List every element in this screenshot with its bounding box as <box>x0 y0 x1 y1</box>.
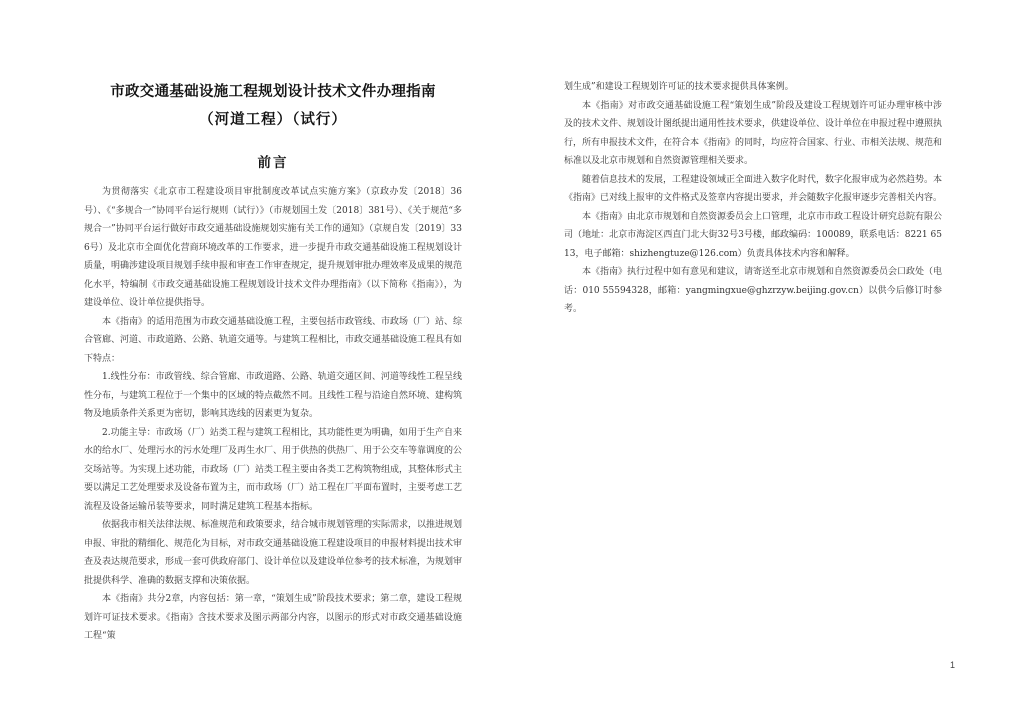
left-body-text <box>84 183 462 646</box>
document-subtitle: （河道工程）（试行） <box>199 112 347 128</box>
paragraph: 为贯彻落实《北京市工程建设项目审批制度改革试点实施方案》（京政办发〔2018〕36号）、《“多规合一”协同平台运行规则（试行）》（市规划国土发〔2018〕381号）、《关于规范“多规合一”协同平台运行做好市政交通基础设施规划实施有关工作的通知》（京规自发〔2019〕336号）及北京市全面优化营商环境改革的工作要求，进一步提升市政交通基础设施工程规划设计质量，明确涉建设项目规划手续申报和审查工作审查规定，提升规划审批办理效率及成果的规范化水平，特编制《市政交通基础设施工程规划设计技术文件办理指南》（以下简称《指南》），为建设单位、设计单位提供指导。 <box>84 187 463 308</box>
paragraph: 2.功能主导：市政场（厂）站类工程与建筑工程相比，其功能性更为明确，如用于生产自来水的给水厂、处理污水的污水处理厂及再生水厂、用于供热的供热厂、用于公交车等靠调度的公交场站等。为实现上述功能，市政场（厂）站类工程主要由各类工艺构筑物组成，其整体形式主要以满足工艺处理要求及设备布置为主，而市政场（厂）站工程在厂平面布置时，主要考虑工艺流程及设备运输吊装等要求，同时满足建筑工程基本指标。 <box>84 427 463 512</box>
paragraph: 本《指南》执行过程中如有意见和建议，请寄送至北京市规划和自然资源委员会口政处（电话：010 55594328，邮箱：yangmingxue@ghzrzyw.beijing.gov.cn）以供今后修订时参考。 <box>564 267 943 314</box>
paragraph-continuation: 划生成”和建设工程规划许可证的技术要求提供具体案例。 <box>564 82 794 92</box>
right-body-text <box>564 78 942 319</box>
paragraph: 本《指南》的适用范围为市政交通基础设施工程，主要包括市政管线、市政场（厂）站、综合管廊、河道、市政道路、公路、轨道交通等。与建筑工程相比，市政交通基础设施工程具有如下特点： <box>84 316 463 364</box>
paragraph: 1.线性分布：市政管线、综合管廊、市政道路、公路、轨道交通区间、河道等线性工程呈线性分布，与建筑工程位于一个集中的区域的特点截然不同。且线性工程与沿途自然环境、建构筑物及地质条件关系更为密切，影响其选线的因素更为复杂。 <box>84 372 463 419</box>
document-title: 市政交通基础设施工程规划设计技术文件办理指南 <box>110 84 436 100</box>
page-number: 1 <box>950 660 956 670</box>
paragraph: 本《指南》对市政交通基础设施工程“策划生成”阶段及建设工程规划许可证办理审核中涉及的技术文件、规划设计图纸提出通用性技术要求，供建设单位、设计单位在申报过程中遵照执行，所有申报技术文件，在符合本《指南》的同时，均应符合国家、行业、市相关法规、规范和标准以及北京市规划和自然资源管理相关要求。 <box>564 100 943 166</box>
paragraph: 本《指南》共分2章，内容包括：第一章，“策划生成”阶段技术要求；第二章，建设工程规划许可证技术要求。《指南》含技术要求及图示两部分内容，以图示的形式对市政交通基础设施工程“策 <box>84 594 462 641</box>
paragraph: 依据我市相关法律法规、标准规范和政策要求，结合城市规划管理的实际需求，以推进规划申报、审批的精细化、规范化为目标，对市政交通基础设施工程建设项目的申报材料提出技术审查及表达规范要求，形成一套可供政府部门、设计单位以及建设单位参考的技术标准，为规划审批提供科学、准确的数据支撑和决策依据。 <box>84 520 463 586</box>
preface-heading: 前言 <box>257 155 289 171</box>
paragraph: 本《指南》由北京市规划和自然资源委员会上口管理，北京市市政工程设计研究总院有限公司（地址：北京市海淀区西直门北大街32号3号楼，邮政编码：100089，联系电话：8221 6513，电子邮箱：shizhengtuze@126.com）负责具体技术内容和解释。 <box>564 211 943 259</box>
paragraph: 随着信息技术的发展，工程建设领域正全面进入数字化时代，数字化报审成为必然趋势。本《指南》已对线上报审的文件格式及签章内容提出要求，并会随数字化报审逐步完善相关内容。 <box>564 174 943 203</box>
